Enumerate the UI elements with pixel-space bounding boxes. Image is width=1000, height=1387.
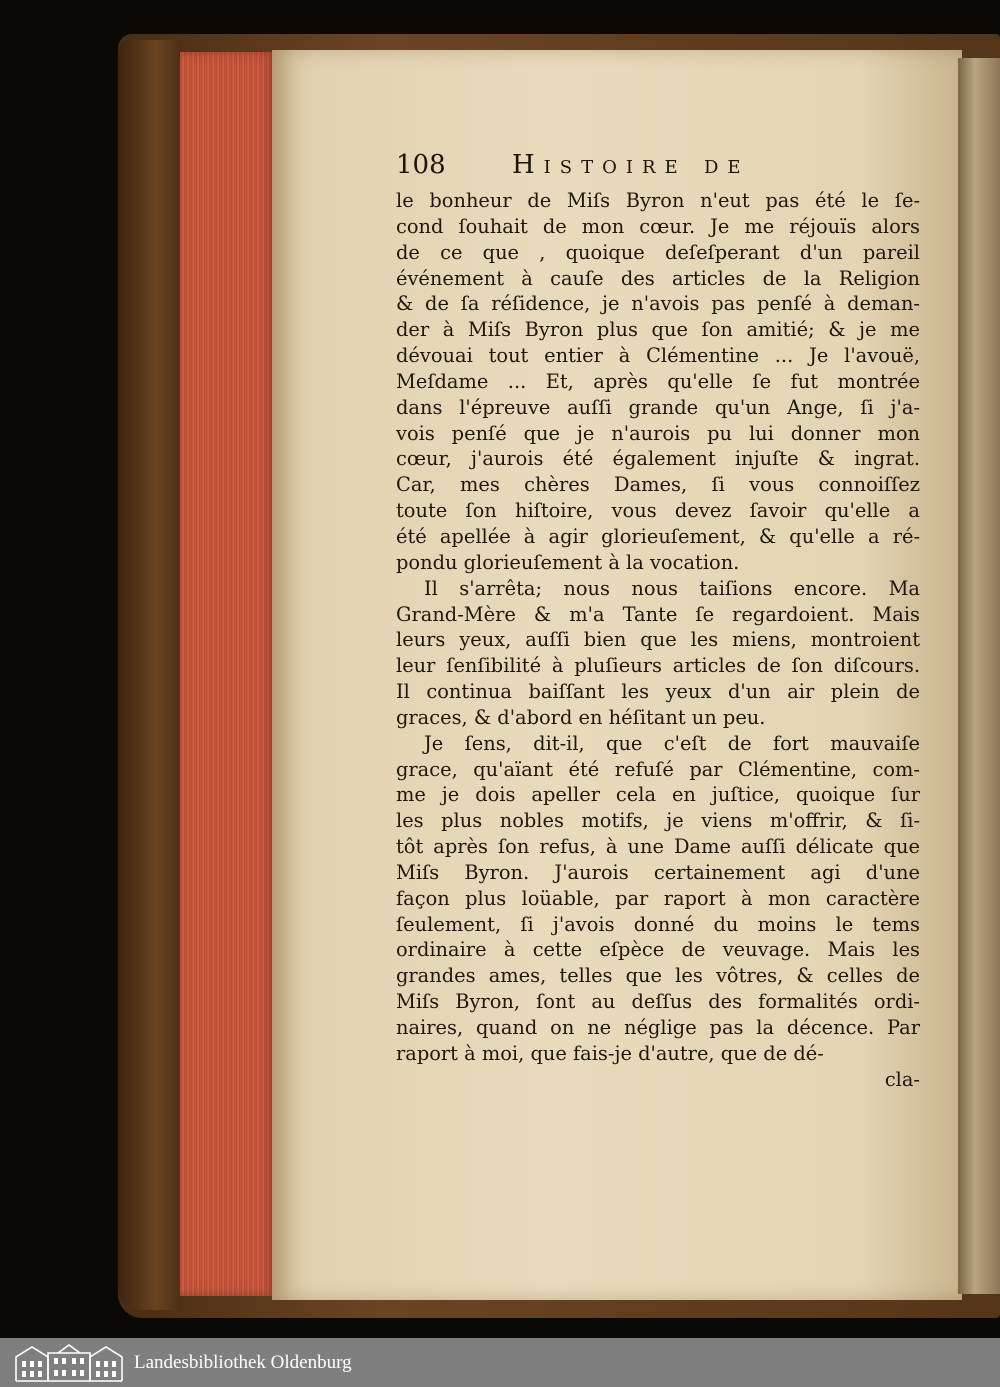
text-line: graces, & d'abord en héſitant un peu. — [396, 705, 766, 729]
text-line: événement à cauſe des articles de la Religion — [396, 266, 920, 290]
running-title: Histoire de — [512, 150, 750, 180]
text-line: pondu glorieuſement à la vocation. — [396, 550, 740, 574]
library-building-icon — [14, 1343, 124, 1383]
text-line: Grand-Mère & m'a Tante ſe regardoient. Mais — [396, 602, 920, 626]
text-line: Il s'arrêta; nous nous taiſions encore. Ma — [424, 576, 920, 600]
text-line: grace, qu'aïant été refuſé par Clémentine, com- — [396, 757, 920, 781]
text-line: le bonheur de Miſs Byron n'eut pas été le ſe- — [396, 189, 920, 212]
library-name: Landesbibliothek Oldenburg — [134, 1352, 352, 1373]
book-spine — [118, 40, 182, 1310]
text-line: toute ſon hiſtoire, vous devez ſavoir qu'elle a — [396, 499, 920, 523]
text-line: me je dois apeller cela en juſtice, quoique ſur — [396, 783, 920, 807]
text-line: raport à moi, que fais-je d'autre, que de dé- — [396, 1041, 824, 1065]
text-line: tôt après ſon refus, à une Dame auſſi délicate que — [396, 835, 920, 859]
page-number: 108 — [396, 150, 446, 180]
text-line: Il continua baiſſant les yeux d'un air plein de — [396, 680, 920, 704]
facing-page-edge — [958, 58, 1000, 1294]
footer-bar — [0, 1338, 1000, 1387]
text-line: Meſdame ... Et, après qu'elle ſe fut montrée — [396, 369, 920, 393]
red-page-edges — [180, 52, 276, 1296]
text-line: cond ſouhait de mon cœur. Je me réjouïs alors — [396, 214, 920, 238]
text-line: de ce que , quoique deſeſperant d'un pareil — [396, 240, 920, 264]
text-line: dévouai tout entier à Clémentine ... Je l'avouë, — [396, 344, 920, 368]
page-header — [396, 150, 920, 186]
text-line: façon plus loüable, par raport à mon caractère — [396, 886, 920, 910]
text-line: Miſs Byron, ſont au deſſus des formalités ordi- — [396, 990, 920, 1014]
text-line: Miſs Byron. J'aurois certainement agi d'une — [396, 860, 920, 884]
text-line: leur ſenſibilité à pluſieurs articles de ſon diſcours. — [396, 654, 920, 678]
text-line: Je ſens, dit-il, que c'eſt de fort mauvaiſe — [424, 731, 920, 755]
text-line: naires, quand on ne néglige pas la décence. Par — [396, 1016, 920, 1039]
body-text — [396, 188, 920, 1093]
text-line: & de ſa réſidence, je n'avois pas penſé à deman- — [396, 292, 920, 316]
text-line: été apellée à agir glorieuſement, & qu'elle a ré- — [396, 524, 920, 548]
text-line: grandes ames, telles que les vôtres, & celles de — [396, 964, 920, 988]
text-line: der à Miſs Byron plus que ſon amitié; & je me — [396, 318, 920, 342]
text-line: cœur, j'aurois été également injuſte & ingrat. — [396, 447, 920, 471]
text-line: vois penſé que je n'aurois pu lui donner mon — [396, 421, 920, 445]
catchword: cla- — [884, 1067, 920, 1091]
text-line: ſeulement, ſi j'avois donné du moins le tems — [396, 912, 920, 936]
text-line: dans l'épreuve auſſi grande qu'un Ange, ſi j'a- — [396, 395, 920, 419]
text-line: ordinaire à cette eſpèce de veuvage. Mais les — [396, 938, 920, 962]
text-line: leurs yeux, auſſi bien que les miens, montroient — [396, 628, 920, 652]
text-line: Car, mes chères Dames, ſi vous connoiſſez — [396, 473, 920, 497]
text-line: les plus nobles motifs, je viens m'offrir, & ſi- — [396, 809, 920, 833]
